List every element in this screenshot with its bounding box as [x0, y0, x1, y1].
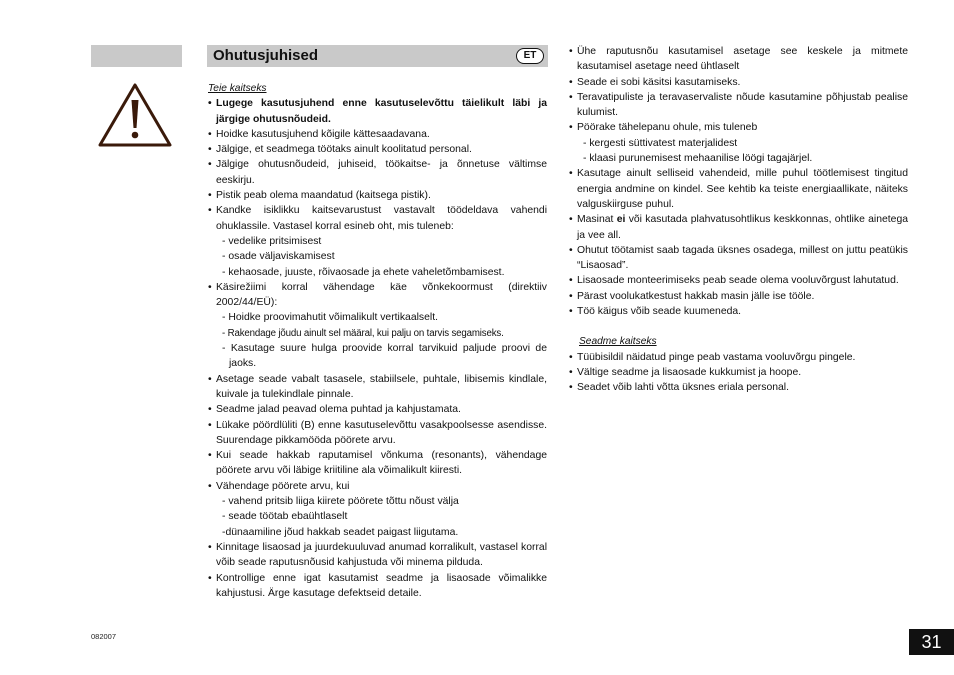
page-number: 31 — [909, 629, 954, 655]
sub-item: - seade töötab ebaühtlaselt — [222, 511, 348, 523]
sub-item: - Hoidke proovimahutit võimalikult vertikaalselt. — [222, 312, 438, 324]
list-item: • Seade ei sobi käsitsi kasutamiseks. — [569, 75, 908, 90]
list-item: • Pistik peab olema maandatud (kaitsega pistik). — [208, 188, 547, 203]
list-item: • Jälgige ohutusnõudeid, juhiseid, töökaitse- ja õnnetuse vältimse eeskirju. — [208, 157, 547, 188]
list-item: • Lugege kasutusjuhend enne kasutuselevõttu täielikult läbi ja järgige ohutusnõudeid. — [208, 96, 547, 127]
sub-item: -dünaamiline jõud hakkab seadet paigast liigutama. — [222, 526, 459, 538]
page-title: Ohutusjuhised — [213, 47, 318, 64]
sub-item: - vahend pritsib liiga kiirete pöörete tõttu nõust välja — [222, 496, 459, 508]
list-item: • Seadet võib lahti võtta üksnes eriala personal. — [569, 380, 908, 395]
section-heading: Teie kaitseks — [208, 83, 267, 94]
list-item: • Tüübisildil näidatud pinge peab vastama vooluvõrgu pingele. — [569, 350, 908, 365]
list-item: • Vähendage pöörete arvu, kui — [208, 479, 547, 494]
list-item: • Kontrollige enne igat kasutamist seadme ja lisaosade võimalikke kahjustusi. Ärge kasutage defektseid detaile. — [208, 571, 547, 602]
sub-item: - Kasutage suure hulga proovide korral tarvikuid paljude proovi de jaoks. — [222, 343, 547, 370]
warning-triangle-icon — [97, 82, 173, 148]
list-item-masinat — [569, 212, 908, 243]
language-badge: ET — [516, 48, 544, 64]
list-item: • Kandke isiklikku kaitsevarustust vastavalt töödeldava vahendi ohuklassile. Vastasel korral esineb oht, mis tuleneb: — [208, 203, 547, 234]
sub-item: - kergesti süttivatest materjalidest — [583, 137, 738, 149]
list-item: • Seadme jalad peavad olema puhtad ja kahjustamata. — [208, 402, 547, 417]
sub-item: - klaasi purunemisest mehaanilise löögi tagajärjel. — [583, 153, 813, 165]
list-item: • Hoidke kasutusjuhend kõigile kättesaadavana. — [208, 127, 547, 142]
list-item: • Kinnitage lisaosad ja juurdekuuluvad anumad korralikult, vastasel korral võib seade raputusnõusid kahjustuda või minema pilduda. — [208, 540, 547, 571]
sub-item: - Rakendage jõudu ainult sel määral, kui palju on tarvis segamiseks. — [222, 327, 504, 339]
masinat-lead: Masinat — [577, 214, 614, 226]
list-item: • Lükake pöördlüliti (B) enne kasutuselevõttu vasakpoolsesse asendisse. Suurendage pikkamööda pöörete arvu. — [208, 418, 547, 449]
list-item: • Käsirežiimi korral vähendage käe võnkekoormust (direktiiv 2002/44/EÜ): — [208, 280, 547, 311]
section-heading: Seadme kaitseks — [579, 336, 657, 348]
right-column — [569, 44, 908, 396]
list-item: • Vältige seadme ja lisaosade kukkumist ja hoope. — [569, 365, 908, 380]
masinat-rest: või kasutada plahvatusohtlikus keskkonnas, ohtlike ainetega ja vee all. — [577, 214, 909, 241]
list-item: • Ohutut töötamist saab tagada üksnes osadega, millest on juttu peatükis “Lisaosad”. — [569, 243, 908, 274]
section-header — [207, 45, 548, 67]
list-item: • Asetage seade vabalt tasasele, stabiilsele, puhtale, libisemis kindlale, kuivale ja tulekindlale pinnale. — [208, 372, 547, 403]
left-column — [208, 81, 547, 601]
side-tab — [91, 45, 182, 67]
list-item: • Teravatipuliste ja teravaservaliste nõude kasutamine põhjustab pealise kulumist. — [569, 90, 908, 121]
sub-item: - kehaosade, juuste, rõivaosade ja ehete vaheletõmbamisest. — [222, 266, 505, 278]
sub-item: - vedelike pritsimisest — [222, 235, 322, 247]
list-item: • Jälgige, et seadmega töötaks ainult koolitatud personal. — [208, 142, 547, 157]
list-item: • Töö käigus võib seade kuumeneda. — [569, 304, 908, 319]
ei-emphasis: ei — [616, 214, 626, 226]
list-item: • Ühe raputusnõu kasutamisel asetage see keskele ja mitmete kasutamisel asetage need ühtlaselt — [569, 44, 908, 75]
list-item: • Pärast voolukatkestust hakkab masin jälle ise tööle. — [569, 289, 908, 304]
list-item: • Lisaosade monteerimiseks peab seade olema vooluvõrgust lahutatud. — [569, 273, 908, 288]
list-item: • Kui seade hakkab raputamisel võnkuma (resonants), vähendage pöörete arvu või läbige kriitiline ala võimalikult kiiresti. — [208, 448, 547, 479]
list-item: • Pöörake tähelepanu ohule, mis tuleneb — [569, 120, 908, 135]
document-code: 082007 — [91, 632, 117, 641]
sub-item: - osade väljaviskamisest — [222, 251, 335, 263]
list-item: • Kasutage ainult selliseid vahendeid, mille puhul töötlemisest tingitud energia andmine on kindel. See kehtib ka teiste energiaallikate, näiteks valguskiirguse puhul. — [569, 166, 908, 212]
